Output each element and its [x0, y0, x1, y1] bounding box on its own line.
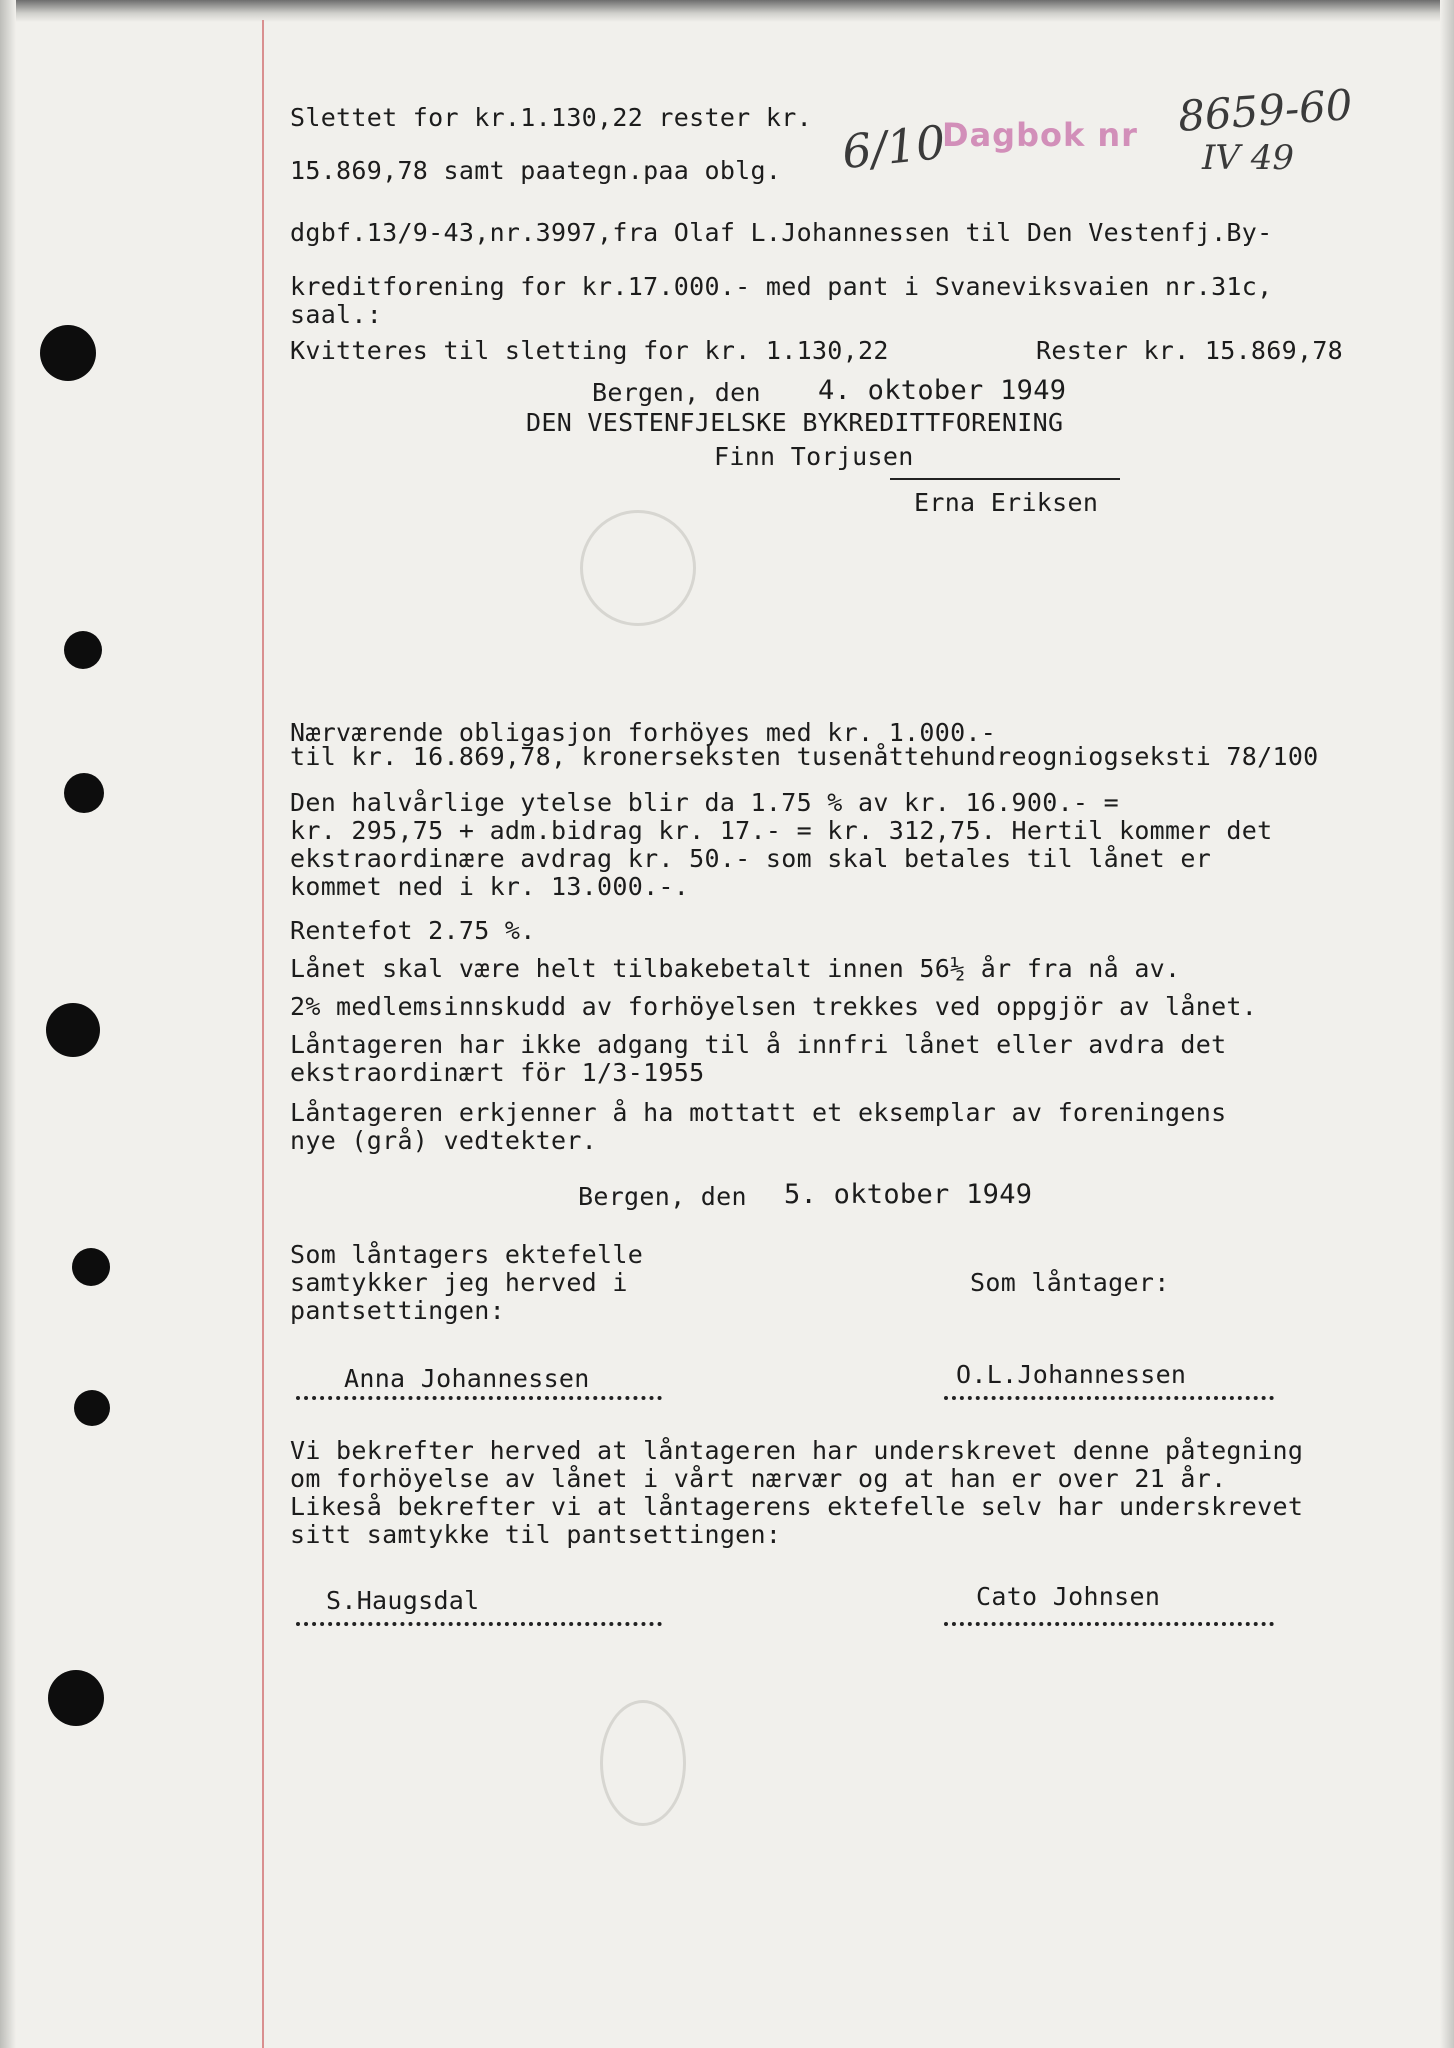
- deletion-line-5: saal.:: [290, 300, 383, 329]
- increase-line-6: kommet ned i kr. 13.000.-.: [290, 872, 690, 901]
- increase-date: 5. oktober 1949: [784, 1179, 1033, 1210]
- interest-rate: Rentefot 2.75 %.: [290, 916, 536, 945]
- witness-line-1: Vi bekrefter herved at låntageren har underskrevet denne påtegning: [290, 1436, 1304, 1465]
- witness-2-signature: Cato Johnsen: [976, 1582, 1161, 1611]
- spouse-consent-line-2: samtykker jeg herved i: [290, 1268, 628, 1297]
- spouse-signature: Anna Johannessen: [344, 1364, 590, 1393]
- year-mark: IV 49: [1202, 138, 1295, 178]
- margin-line: [262, 20, 264, 2048]
- punch-hole: [46, 1003, 100, 1057]
- increase-line-5: ekstraordinære avdrag kr. 50.- som skal betales til lånet er: [290, 844, 1212, 873]
- borrower-signature-line: [944, 1396, 1274, 1400]
- witness-line-4: sitt samtykke til pantsettingen:: [290, 1520, 782, 1549]
- witness-1-signature: S.Haugsdal: [326, 1586, 480, 1615]
- signature-rule: [890, 478, 1120, 480]
- prepayment-line-1: Låntageren har ikke adgang til å innfri lånet eller avdra det: [290, 1030, 1227, 1059]
- handwritten-date: 6/10: [839, 114, 948, 180]
- journal-number: 8659-60: [1176, 79, 1355, 142]
- deletion-place: Bergen, den: [592, 378, 761, 407]
- institution-name: DEN VESTENFJELSKE BYKREDITTFORENING: [526, 408, 1064, 437]
- increase-line-4: kr. 295,75 + adm.bidrag kr. 17.- = kr. 312,75. Hertil kommer det: [290, 816, 1273, 845]
- witness-line-2: om forhöyelse av lånet i vårt nærvær og at han er over 21 år.: [290, 1464, 1227, 1493]
- increase-line-1: Nærværende obligasjon forhöyes med kr. 1.000.-: [290, 718, 997, 747]
- punch-hole: [64, 773, 104, 813]
- signer-2: Erna Eriksen: [914, 488, 1099, 517]
- increase-line-2: til kr. 16.869,78, kronerseksten tusenåttehundreogniogseksti 78/100: [290, 742, 1319, 771]
- witness-1-signature-line: [296, 1622, 662, 1626]
- journal-stamp: Dagbok nr: [942, 116, 1138, 154]
- scan-right-edge: [1440, 0, 1454, 2048]
- deletion-line-4: kreditforening for kr.17.000.- med pant i Svaneviksvaien nr.31c,: [290, 272, 1273, 301]
- punch-hole: [74, 1390, 110, 1426]
- punch-hole: [64, 631, 102, 669]
- deletion-date: 4. oktober 1949: [818, 375, 1067, 406]
- deletion-line-1: Slettet for kr.1.130,22 rester kr.: [290, 103, 812, 132]
- witness-line-3: Likeså bekrefter vi at låntagerens ektefelle selv har underskrevet: [290, 1492, 1304, 1521]
- increase-place: Bergen, den: [578, 1182, 747, 1211]
- remaining-amount: Rester kr. 15.869,78: [1036, 336, 1344, 365]
- punch-hole: [48, 1670, 104, 1726]
- witness-2-signature-line: [944, 1622, 1274, 1626]
- borrower-signature: O.L.Johannessen: [956, 1360, 1187, 1389]
- acknowledgement-line-2: nye (grå) vedtekter.: [290, 1126, 598, 1155]
- borrower-label: Som låntager:: [970, 1268, 1170, 1297]
- punch-hole: [72, 1248, 110, 1286]
- spouse-signature-line: [296, 1396, 662, 1400]
- punch-hole: [40, 325, 96, 381]
- increase-line-3: Den halvårlige ytelse blir da 1.75 % av kr. 16.900.- =: [290, 788, 1119, 817]
- deletion-line-3: dgbf.13/9-43,nr.3997,fra Olaf L.Johannessen til Den Vestenfj.By-: [290, 218, 1273, 247]
- repayment-term: Lånet skal være helt tilbakebetalt innen 56½ år fra nå av.: [290, 954, 1181, 983]
- scan-left-edge: [0, 0, 16, 2048]
- bleed-through-mark: [580, 510, 696, 626]
- signer-1: Finn Torjusen: [714, 442, 914, 471]
- spouse-consent-line-1: Som låntagers ektefelle: [290, 1240, 644, 1269]
- bleed-through-mark: [600, 1700, 686, 1826]
- prepayment-line-2: ekstraordinært för 1/3-1955: [290, 1058, 705, 1087]
- scan-top-edge: [0, 0, 1454, 22]
- member-deposit: 2% medlemsinnskudd av forhöyelsen trekkes ved oppgjör av lånet.: [290, 992, 1258, 1021]
- acknowledgement-line-1: Låntageren erkjenner å ha mottatt et eksemplar av foreningens: [290, 1098, 1227, 1127]
- spouse-consent-line-3: pantsettingen:: [290, 1296, 505, 1325]
- deletion-line-2: 15.869,78 samt paategn.paa oblg.: [290, 156, 782, 185]
- receipt-amount: Kvitteres til sletting for kr. 1.130,22: [290, 336, 889, 365]
